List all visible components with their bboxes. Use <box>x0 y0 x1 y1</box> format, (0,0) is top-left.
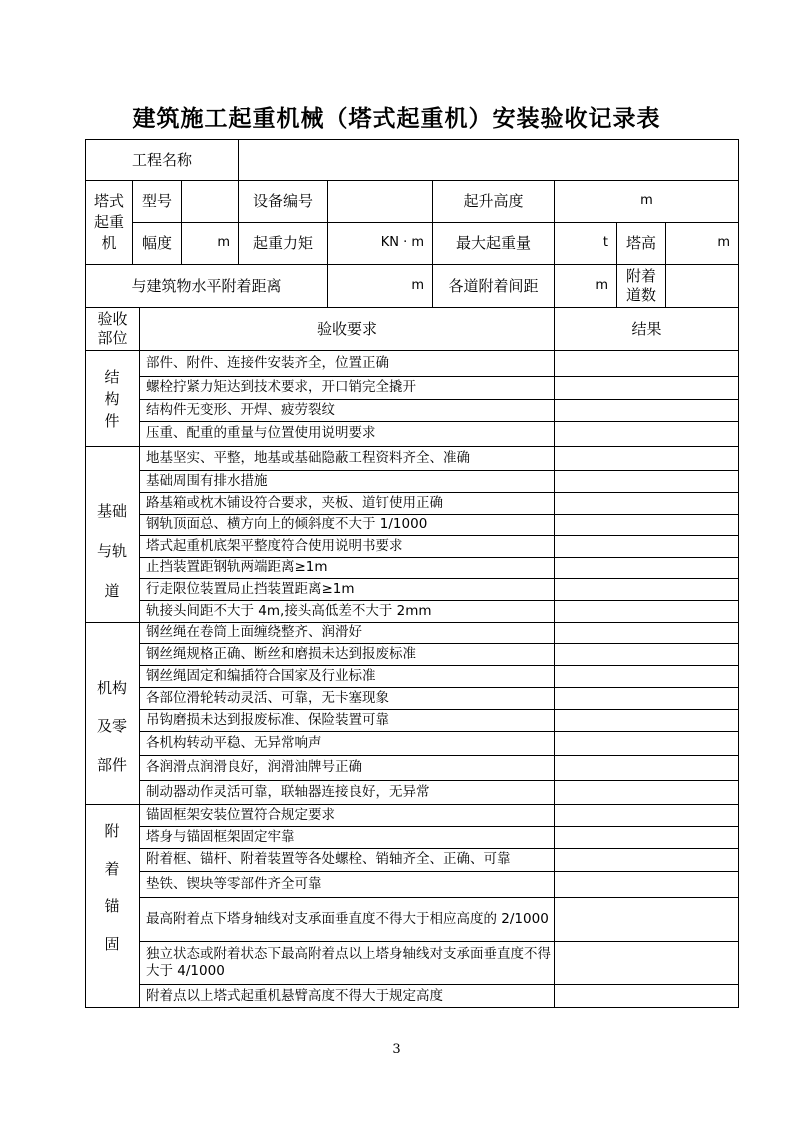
section-label-char: 与轨 <box>96 541 127 560</box>
crane-label-line: 机 <box>101 233 117 252</box>
attach-count-value[interactable] <box>666 264 738 307</box>
requirement-item: 轨接头间距不大于 4m,接头高低差不大于 2mm <box>146 602 432 619</box>
section-label-char: 着 <box>104 859 120 878</box>
requirement-item: 路基箱或枕木铺设符合要求，夹板、道钉使用正确 <box>146 494 443 511</box>
requirement-item: 塔身与锚固框架固定牢靠 <box>146 828 295 845</box>
requirement-item: 吊钩磨损未达到报废标准、保险装置可靠 <box>146 711 389 728</box>
attach-count-label <box>617 264 665 307</box>
radius-label: 幅度 <box>141 234 172 252</box>
moment-unit: KN · m <box>380 235 424 250</box>
requirement-item: 制动器动作灵活可靠，联轴器连接良好，无异常 <box>146 783 430 800</box>
attach-spacing-unit: m <box>595 277 608 293</box>
equipment-no-label: 设备编号 <box>252 192 313 210</box>
attach-distance-label: 与建筑物水平附着距离 <box>131 276 282 295</box>
requirement-item: 锚固框架安装位置符合规定要求 <box>146 806 335 823</box>
requirement-item: 各部位滑轮转动灵活、可靠，无卡塞现象 <box>146 689 389 706</box>
moment-label: 起重力矩 <box>252 234 313 252</box>
requirement-item: 部件、附件、连接件安装齐全，位置正确 <box>146 354 389 371</box>
document-title: 建筑施工起重机械（塔式起重机）安装验收记录表 <box>132 105 661 132</box>
max-load-unit: t <box>602 235 608 250</box>
section-label-char: 构 <box>104 390 120 408</box>
section-label-char: 固 <box>104 934 120 953</box>
attach-count-label-line: 附着 <box>625 266 656 285</box>
attach-spacing-label: 各道附着间距 <box>448 276 539 295</box>
section-label-foundation <box>86 490 138 610</box>
requirement-item: 塔式起重机底架平整度符合使用说明书要求 <box>146 537 403 554</box>
result-column-header: 结果 <box>631 319 662 338</box>
lift-height-label: 起升高度 <box>463 192 524 210</box>
section-label-char: 结 <box>104 368 120 386</box>
requirement-item: 各润滑点润滑良好，润滑油牌号正确 <box>146 759 362 775</box>
section-label-anchorage <box>86 812 138 962</box>
requirement-item: 止挡装置距钢轨两端距离≥1m <box>146 559 328 575</box>
model-value[interactable] <box>182 180 238 222</box>
requirement-item: 钢丝绳在卷筒上面缠绕整齐、润滑好 <box>146 624 362 640</box>
section-label-char: 部件 <box>96 756 127 775</box>
section-label-char: 锚 <box>104 897 120 916</box>
requirement-item: 行走限位装置局止挡装置距离≥1m <box>146 580 355 597</box>
section-label-char: 件 <box>104 412 120 430</box>
requirement-item: 最高附着点下塔身轴线对支承面垂直度不得大于相应高度的 2/1000 <box>146 910 549 927</box>
section-label-mechanism <box>86 668 138 784</box>
part-column-header-line: 部位 <box>97 328 128 347</box>
tower-height-unit: m <box>717 235 730 250</box>
attach-distance-unit: m <box>411 277 424 293</box>
requirement-item: 垫铁、锲块等零部件齐全可靠 <box>146 875 322 892</box>
section-label-char: 及零 <box>96 717 127 736</box>
crane-label-line: 起重 <box>93 212 124 231</box>
tower-height-label: 塔高 <box>625 234 656 252</box>
crane-label-line: 塔式 <box>93 191 124 210</box>
project-name-label: 工程名称 <box>131 150 192 169</box>
requirement-item: 钢轨顶面总、横方向上的倾斜度不大于 1/1000 <box>146 516 428 532</box>
requirement-item: 地基坚实、平整，地基或基础隐蔽工程资料齐全、准确 <box>146 449 470 466</box>
max-load-label: 最大起重量 <box>455 234 531 252</box>
section-label-char: 基础 <box>96 501 127 520</box>
section-label-char: 附 <box>104 822 120 841</box>
part-column-header <box>86 307 139 350</box>
requirement-column-header: 验收要求 <box>316 319 377 338</box>
requirement-item: 钢丝绳规格正确、断丝和磨损未达到报废标准 <box>146 645 416 662</box>
requirement-item: 钢丝绳固定和编插符合国家及行业标准 <box>146 667 376 684</box>
model-label: 型号 <box>141 192 172 210</box>
requirement-item: 附着点以上塔式起重机悬臂高度不得大于规定高度 <box>146 987 443 1004</box>
lift-height-unit: m <box>640 193 653 208</box>
project-name-value[interactable] <box>239 139 738 180</box>
requirement-item: 压重、配重的重量与位置使用说明要求 <box>146 425 376 441</box>
equipment-no-value[interactable] <box>328 180 432 222</box>
attach-count-label-line: 道数 <box>625 285 656 304</box>
page-number: 3 <box>392 1042 401 1057</box>
section-label-char: 道 <box>104 581 120 600</box>
crane-label <box>86 180 132 264</box>
requirement-item: 基础周围有排水措施 <box>146 472 268 489</box>
requirement-item: 螺栓拧紧力矩达到技术要求，开口销完全撬开 <box>146 379 416 395</box>
requirement-item: 附着框、锚杆、附着装置等各处螺栓、销轴齐全、正确、可靠 <box>146 851 511 867</box>
requirement-item: 独立状态或附着状态下最高附着点以上塔身轴线对支承面垂直度不得大于 4/1000 <box>146 945 551 979</box>
requirement-item: 结构件无变形、开焊、疲劳裂纹 <box>146 401 335 418</box>
section-label-structure <box>86 358 138 440</box>
part-column-header-line: 验收 <box>97 309 128 328</box>
col-divider <box>139 307 140 1008</box>
radius-unit: m <box>217 235 230 250</box>
section-label-char: 机构 <box>96 678 127 697</box>
requirement-item: 各机构转动平稳、无异常响声 <box>146 734 322 751</box>
